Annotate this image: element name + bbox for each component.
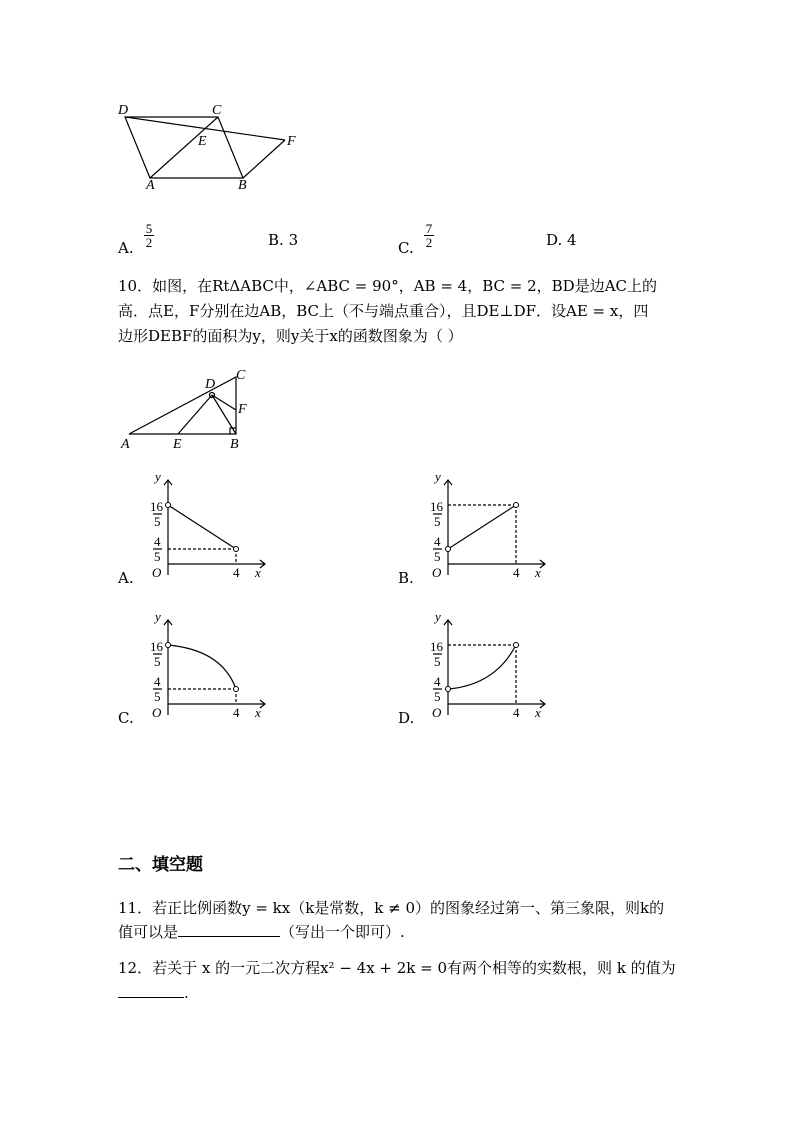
frac-num-4: 4 — [154, 534, 161, 549]
axis-label-x: x — [255, 565, 261, 580]
label-C: C — [236, 368, 246, 383]
frac-den-5: 5 — [154, 654, 161, 669]
label-D: D — [118, 103, 129, 118]
frac-den-5: 5 — [434, 689, 441, 704]
frac-num-16: 16 — [150, 639, 163, 654]
tick-label-4: 4 — [513, 705, 520, 720]
fraction-numerator: 7 — [425, 221, 433, 236]
q11-text-line2 — [118, 920, 405, 944]
q9-parallelogram-figure — [110, 95, 310, 195]
frac-den-5: 5 — [434, 654, 441, 669]
q9-option-c-fraction — [423, 222, 435, 249]
section-title: 二、填空题 — [118, 855, 203, 875]
q10-triangle-figure — [115, 362, 265, 457]
q12-line2-suffix: . — [184, 984, 189, 1002]
axis-label-y: y — [155, 470, 161, 484]
q10-text-line3: 边形DEBF的面积为y，则y关于x的函数图象为（ ） — [118, 327, 463, 345]
axis-label-y: y — [155, 610, 161, 624]
frac-den-5: 5 — [154, 689, 161, 704]
label-A: A — [121, 437, 130, 452]
q10-option-c-letter: C. — [118, 709, 134, 727]
frac-num-4: 4 — [434, 534, 441, 549]
axis-label-x: x — [255, 705, 261, 720]
q10-graph-a — [140, 470, 280, 585]
q10-text-line2: 高．点E，F分别在边AB，BC上（不与端点重合），且DE⊥DF．设AE = x，四 — [118, 302, 649, 320]
option-letter: B. — [268, 231, 284, 249]
q9-option-d — [546, 228, 577, 252]
label-F: F — [238, 402, 247, 417]
q10-graph-d — [420, 610, 560, 725]
fraction-denominator: 2 — [145, 235, 153, 250]
axis-label-x: x — [535, 565, 541, 580]
fraction-numerator: 5 — [145, 221, 153, 236]
q10-graph-b — [420, 470, 560, 585]
label-E: E — [198, 134, 207, 149]
frac-num-4: 4 — [434, 674, 441, 689]
origin-label: O — [152, 565, 162, 580]
tick-label-4: 4 — [233, 565, 240, 580]
label-C: C — [212, 103, 222, 118]
frac-den-5: 5 — [154, 514, 161, 529]
q9-option-a-letter: A. — [118, 239, 134, 257]
label-D: D — [205, 377, 216, 392]
option-value: 4 — [567, 231, 577, 249]
q11-line2-prefix: 值可以是 — [118, 923, 179, 941]
tick-label-4: 4 — [233, 705, 240, 720]
label-E: E — [173, 437, 182, 452]
origin-label: O — [152, 705, 162, 720]
tick-label-4: 4 — [513, 565, 520, 580]
fraction-denominator: 2 — [425, 235, 433, 250]
q12-text-line2 — [118, 981, 189, 1005]
q12-text-line1: 12．若关于 x 的一元二次方程x² − 4x + 2k = 0有两个相等的实数根，则 k 的值为 — [118, 959, 676, 977]
label-F: F — [287, 134, 296, 149]
q9-option-b — [268, 228, 298, 252]
origin-label: O — [432, 565, 442, 580]
frac-den-5: 5 — [154, 549, 161, 564]
axis-label-x: x — [535, 705, 541, 720]
label-A: A — [146, 178, 155, 193]
q10-option-a-letter: A. — [118, 569, 134, 587]
q9-option-c-letter: C. — [398, 239, 414, 257]
axis-label-y: y — [435, 470, 441, 484]
q10-option-d-letter: D. — [398, 709, 415, 727]
frac-num-16: 16 — [430, 499, 443, 514]
q11-line2-suffix: （写出一个即可）. — [280, 923, 405, 941]
label-B: B — [238, 178, 247, 193]
q11-text-line1: 11．若正比例函数y = kx（k是常数，k ≠ 0）的图象经过第一、第三象限，则k的 — [118, 899, 665, 917]
q10-option-b-letter: B. — [398, 569, 414, 587]
q10-text-line1: 10．如图，在RtΔABC中，∠ABC = 90°，AB = 4，BC = 2，BD是边AC上的 — [118, 277, 658, 295]
frac-num-16: 16 — [430, 639, 443, 654]
label-B: B — [230, 437, 239, 452]
frac-num-16: 16 — [150, 499, 163, 514]
frac-num-4: 4 — [154, 674, 161, 689]
axis-label-y: y — [435, 610, 441, 624]
option-value: 3 — [288, 231, 299, 249]
q9-option-a-fraction — [143, 222, 155, 249]
q11-answer-blank[interactable] — [178, 922, 280, 937]
origin-label: O — [432, 705, 442, 720]
frac-den-5: 5 — [434, 514, 441, 529]
q10-graph-c — [140, 610, 280, 725]
option-letter: D. — [546, 231, 563, 249]
q12-answer-blank[interactable] — [118, 983, 184, 998]
frac-den-5: 5 — [434, 549, 441, 564]
